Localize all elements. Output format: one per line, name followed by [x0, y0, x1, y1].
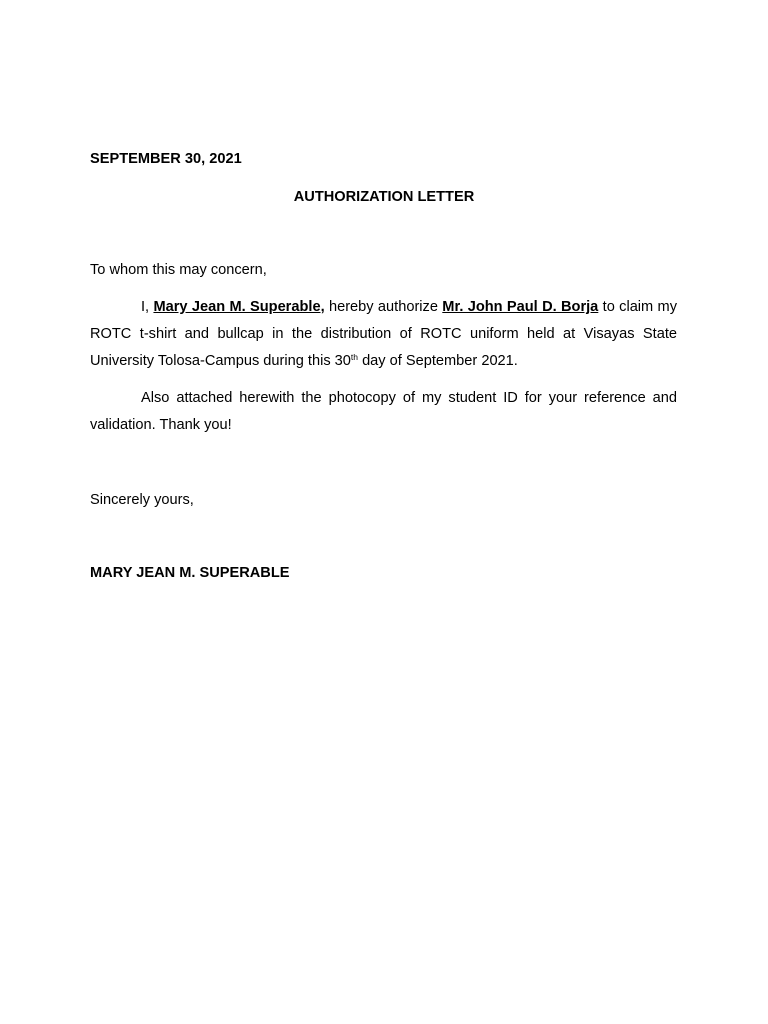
paragraph-body: to claim my ROTC t-shirt and bullcap in the distribution of ROTC uniform held at Visayas State University Tolosa-Campus during this 30 [90, 299, 677, 369]
letter-title: AUTHORIZATION LETTER [293, 189, 475, 205]
salutation: To whom this may concern, [90, 262, 267, 278]
authorization-paragraph [90, 294, 677, 375]
paragraph-tail: day of September 2021. [358, 353, 518, 369]
grantor-name: Mary Jean M. Superable, [153, 299, 325, 315]
grantee-name: Mr. John Paul D. Borja [442, 299, 599, 315]
ordinal-suffix: th [350, 352, 359, 362]
closing: Sincerely yours, [90, 492, 194, 508]
attachment-paragraph: Also attached herewith the photocopy of my student ID for your reference and validation. Thank you! [90, 390, 677, 433]
letter-date: SEPTEMBER 30, 2021 [90, 151, 242, 167]
signature-name: MARY JEAN M. SUPERABLE [90, 565, 290, 581]
paragraph-lead: I, [141, 299, 154, 315]
paragraph-middle: hereby authorize [324, 299, 443, 315]
